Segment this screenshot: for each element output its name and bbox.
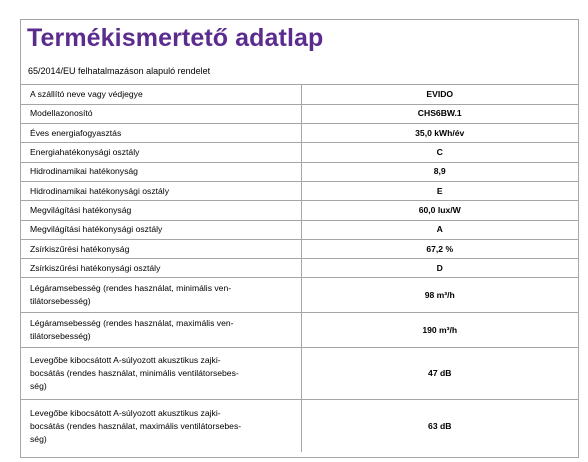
table-row: [21, 162, 578, 181]
row-label-line: Levegőbe kibocsátott A-súlyozott akusztikus zajki-: [30, 407, 221, 418]
row-label-line: ség): [30, 433, 47, 444]
row-value: 190 m³/h: [301, 313, 578, 348]
row-label: [21, 143, 301, 162]
row-label-line: bocsátás (rendes használat, minimális ventilátorsebes-: [30, 368, 239, 379]
row-value: D: [301, 259, 578, 278]
row-value: 63 dB: [301, 400, 578, 452]
row-label: [21, 124, 301, 143]
table-row: [21, 400, 578, 452]
row-value: 8,9: [301, 162, 578, 181]
row-label: [21, 85, 301, 104]
row-label-line: Energiahatékonysági osztály: [30, 147, 140, 158]
row-value: EVIDO: [301, 85, 578, 104]
row-value: C: [301, 143, 578, 162]
row-label: [21, 348, 301, 400]
page-title: Termékismertető adatlap: [27, 24, 324, 52]
table-row: [21, 181, 578, 200]
row-label-line: Zsírkiszűrési hatékonyság: [30, 243, 130, 254]
table-row: [21, 259, 578, 278]
row-label: [21, 104, 301, 123]
table-row: [21, 348, 578, 400]
table-row: [21, 143, 578, 162]
product-fiche: [20, 19, 579, 458]
spec-table: [21, 85, 578, 452]
row-value: 35,0 kWh/év: [301, 124, 578, 143]
row-label: [21, 239, 301, 258]
table-row: [21, 239, 578, 258]
table-row: [21, 278, 578, 313]
row-label-line: tilátorsebesség): [30, 331, 91, 342]
row-label: [21, 313, 301, 348]
row-label: [21, 162, 301, 181]
row-label-line: Megvilágítási hatékonysági osztály: [30, 224, 163, 235]
row-value: 67,2 %: [301, 239, 578, 258]
header: [21, 20, 578, 85]
row-label: [21, 181, 301, 200]
table-row: [21, 220, 578, 239]
row-value: CHS6BW.1: [301, 104, 578, 123]
table-row: [21, 124, 578, 143]
row-label-line: bocsátás (rendes használat, maximális ventilátorsebes-: [30, 420, 242, 431]
row-label-line: Zsírkiszűrési hatékonysági osztály: [30, 262, 161, 273]
table-row: [21, 201, 578, 220]
row-value: 47 dB: [301, 348, 578, 400]
row-label: [21, 278, 301, 313]
row-label: [21, 220, 301, 239]
row-label-line: Megvilágítási hatékonyság: [30, 204, 132, 215]
row-value: A: [301, 220, 578, 239]
row-label-line: Modellazonosító: [30, 108, 93, 119]
table-row: [21, 313, 578, 348]
row-label-line: Levegőbe kibocsátott A-súlyozott akusztikus zajki-: [30, 355, 221, 366]
regulation-subtitle: 65/2014/EU felhatalmazáson alapuló rendelet: [28, 66, 211, 76]
row-label: [21, 400, 301, 452]
row-label: [21, 259, 301, 278]
row-label-line: Éves energiafogyasztás: [30, 127, 122, 138]
row-label-line: ség): [30, 381, 47, 392]
row-label-line: A szállító neve vagy védjegye: [30, 88, 143, 99]
row-value: 60,0 lux/W: [301, 201, 578, 220]
row-label-line: Légáramsebesség (rendes használat, minimális ven-: [30, 283, 232, 294]
row-value: 98 m³/h: [301, 278, 578, 313]
table-row: [21, 104, 578, 123]
row-label: [21, 201, 301, 220]
table-row: [21, 85, 578, 104]
row-label-line: Hidrodinamikai hatékonysági osztály: [30, 185, 170, 196]
row-label-line: Légáramsebesség (rendes használat, maximális ven-: [30, 318, 234, 329]
row-label-line: tilátorsebesség): [30, 296, 91, 307]
row-label-line: Hidrodinamikai hatékonyság: [30, 166, 138, 177]
row-value: E: [301, 181, 578, 200]
